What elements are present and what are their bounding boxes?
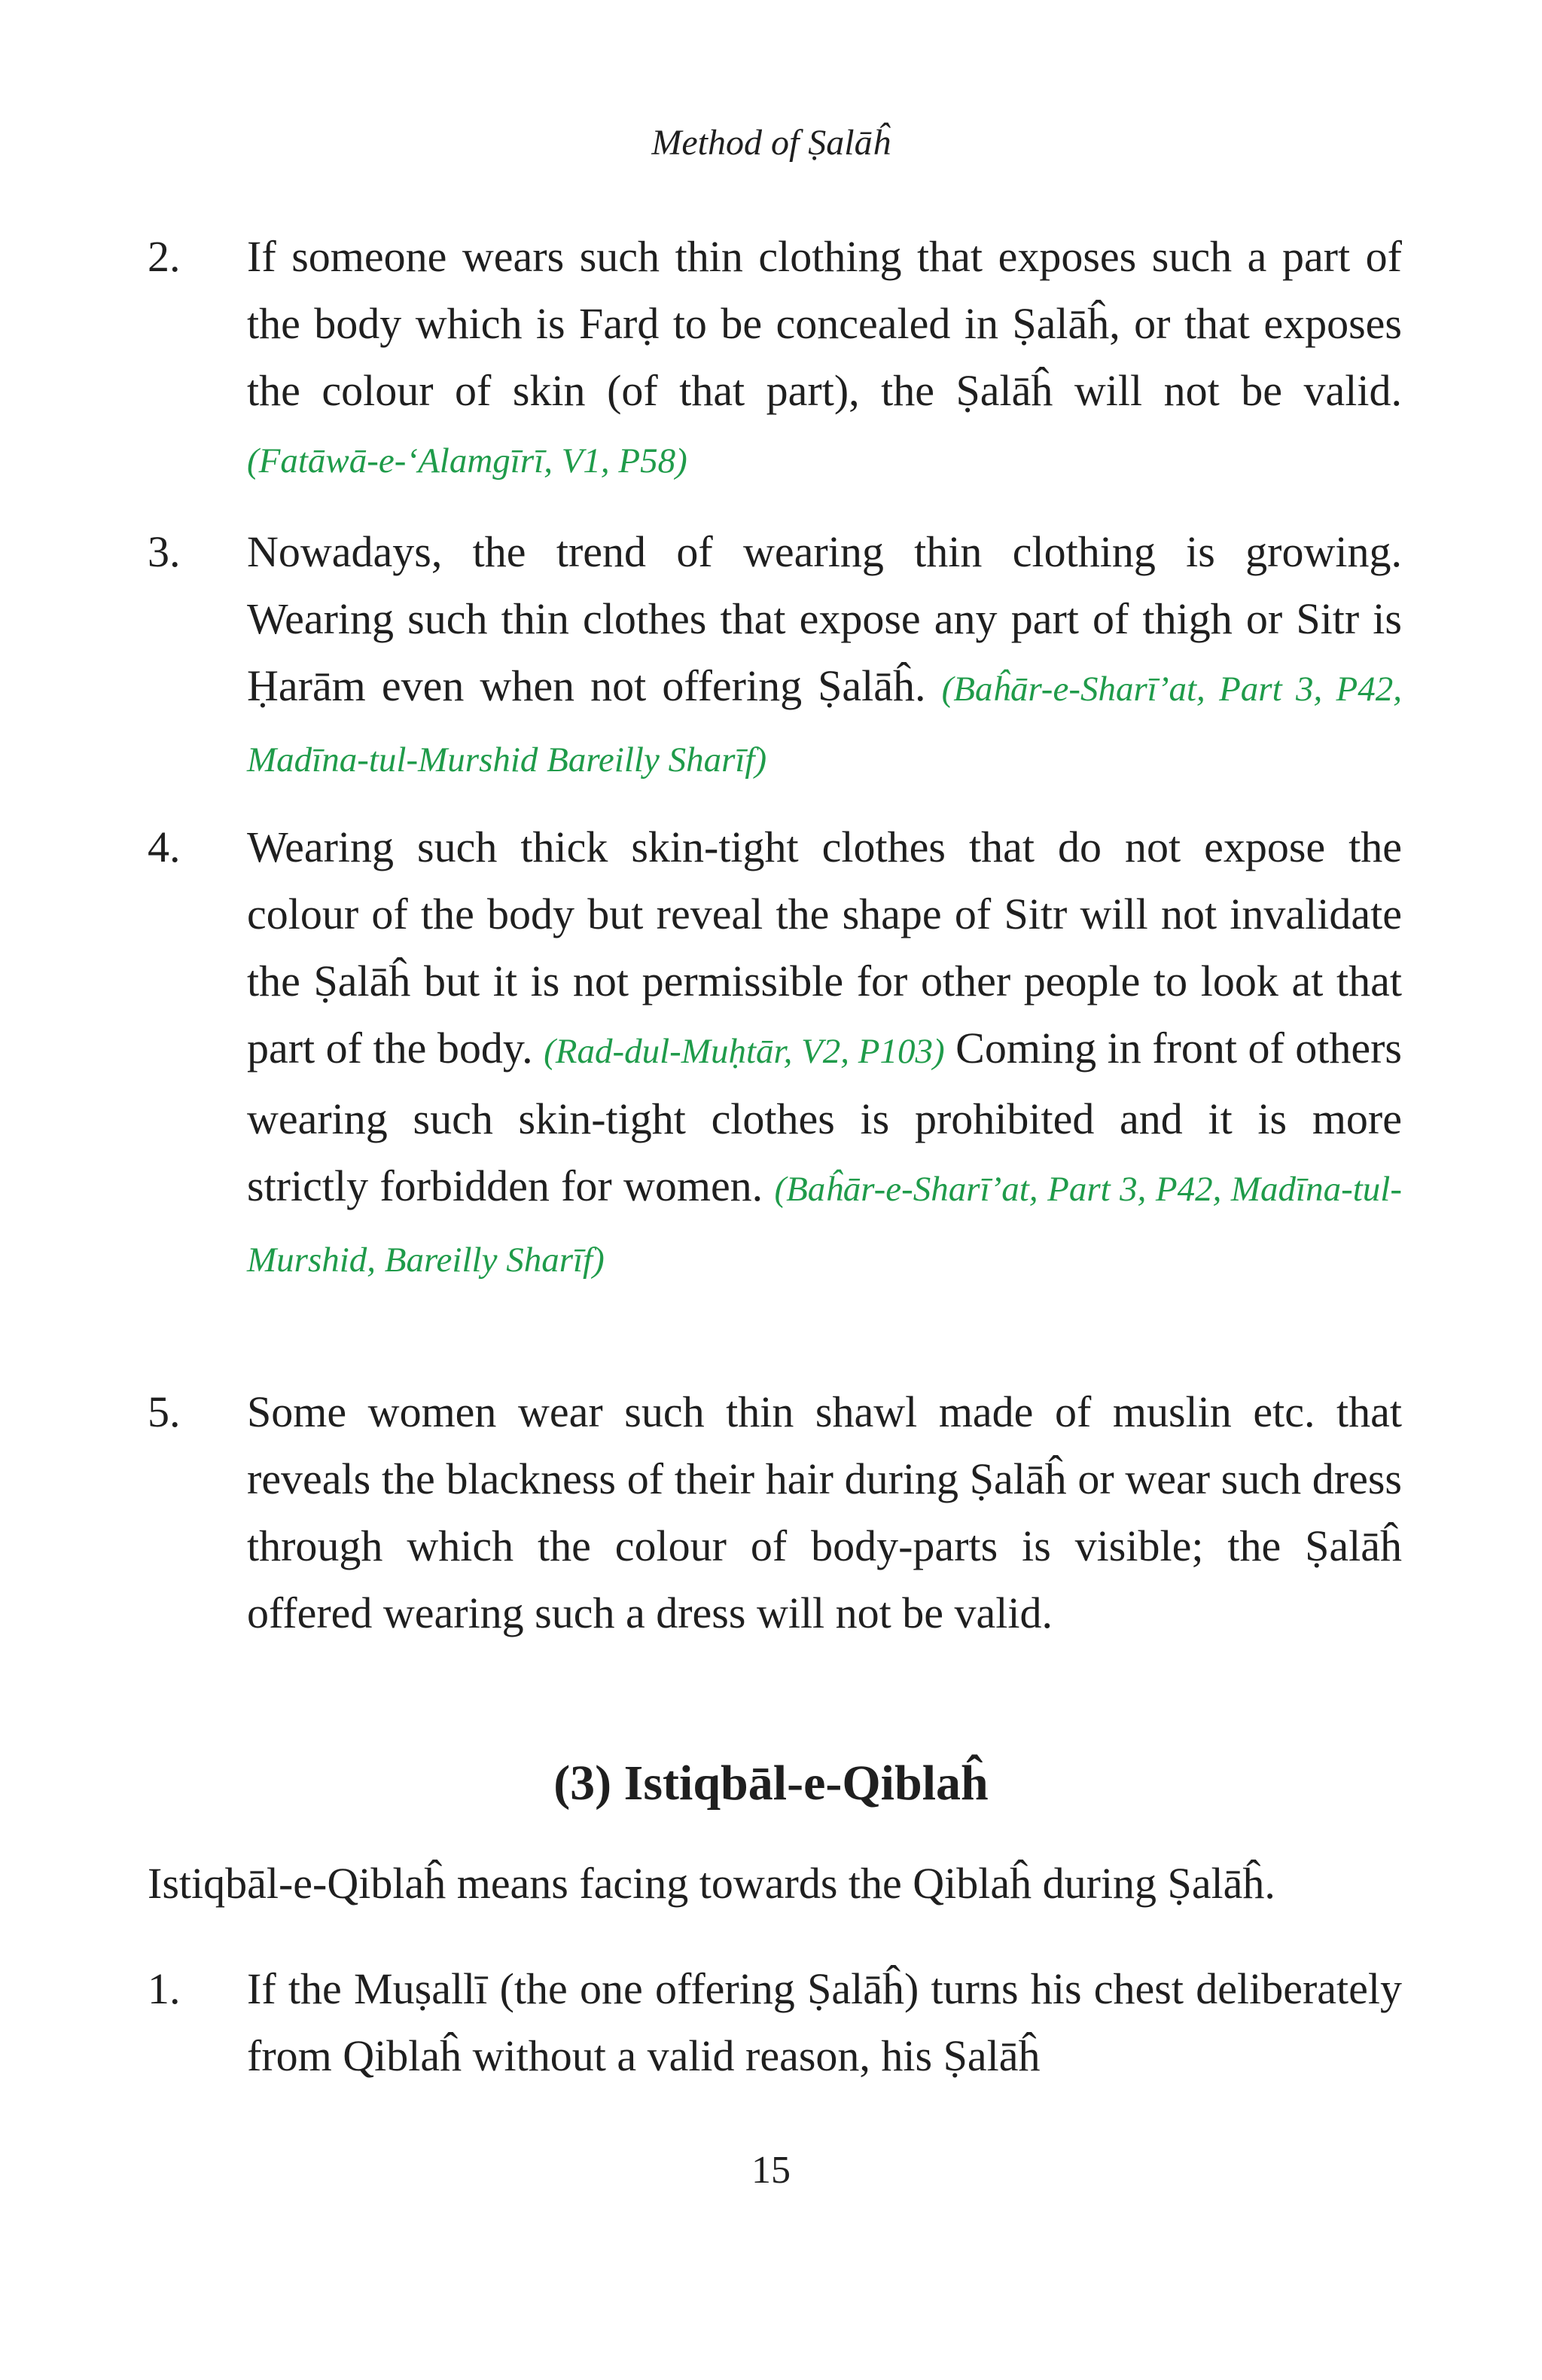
list-item [148, 1955, 1402, 2089]
rules-list-part-2 [148, 518, 1402, 794]
reference-citation: (Baĥār-e-Sharī’at, Part 3, P42, Madīna-tul-Murshid Bareilly Sharīf) [247, 670, 1403, 780]
item-text: If someone wears such thin clothing that exposes such a part of the body which is Farḍ to be concealed in Ṣalāĥ, or that exposes the colour of skin (of that part), the Ṣalāĥ will not be valid. [247, 232, 1402, 415]
rules-list-part-1 [148, 223, 1402, 495]
item-number: 1. [148, 1964, 181, 2013]
reference-citation: (Fatāwā-e-‘Alamgīrī, V1, P58) [247, 441, 687, 481]
item-text: Nowadays, the trend of wearing thin clothing is growing. Wearing such thin clothes that expose any part of thigh or Sitr is Ḥarām even when not offering Ṣalāĥ. [247, 527, 1402, 710]
list-item [148, 813, 1402, 1294]
reference-citation: (Rad-dul-Muḥtār, V2, P103) [544, 1032, 945, 1071]
reference-citation: (Baĥār-e-Sharī’at, Part 3, P42, Madīna-tul-Murshid, Bareilly Sharīf) [247, 1170, 1402, 1280]
item-text-continued: Coming in front of others wearing such skin-tight clothes is prohibited and it is more strictly forbidden for women. [247, 1024, 1403, 1210]
rules-list-part-4 [148, 1378, 1402, 1646]
list-item [148, 223, 1402, 495]
list-item [148, 1378, 1402, 1646]
list-item [148, 518, 1402, 794]
item-text: Wearing such thick skin-tight clothes that do not expose the colour of the body but reveal the shape of Sitr will not invalidate the Ṣalāĥ but it is not permissible for other people to look at that part of the body. [247, 822, 1402, 1073]
section-list [148, 1955, 1402, 2089]
item-number: 3. [148, 527, 181, 576]
rules-list-part-3 [148, 813, 1402, 1294]
page-number: 15 [751, 2149, 791, 2192]
section-heading: (3) Istiqbāl-e-Qiblaĥ [553, 1756, 989, 1811]
running-title: Method of Ṣalāĥ [651, 123, 891, 163]
section-intro: Istiqbāl-e-Qiblaĥ means facing towards the Qiblaĥ during Ṣalāĥ. [148, 1859, 1275, 1908]
item-text: Some women wear such thin shawl made of muslin etc. that reveals the blackness of their hair during Ṣalāĥ or wear such dress through which the colour of body-parts is visible; the Ṣalāĥ offered wearing such a dress will not be valid. [247, 1387, 1402, 1637]
item-number: 4. [148, 822, 181, 871]
item-number: 2. [148, 232, 181, 281]
item-text: If the Muṣallī (the one offering Ṣalāĥ) turns his chest deliberately from Qiblaĥ without a valid reason, his Ṣalāĥ [247, 1964, 1402, 2080]
item-number: 5. [148, 1387, 181, 1436]
